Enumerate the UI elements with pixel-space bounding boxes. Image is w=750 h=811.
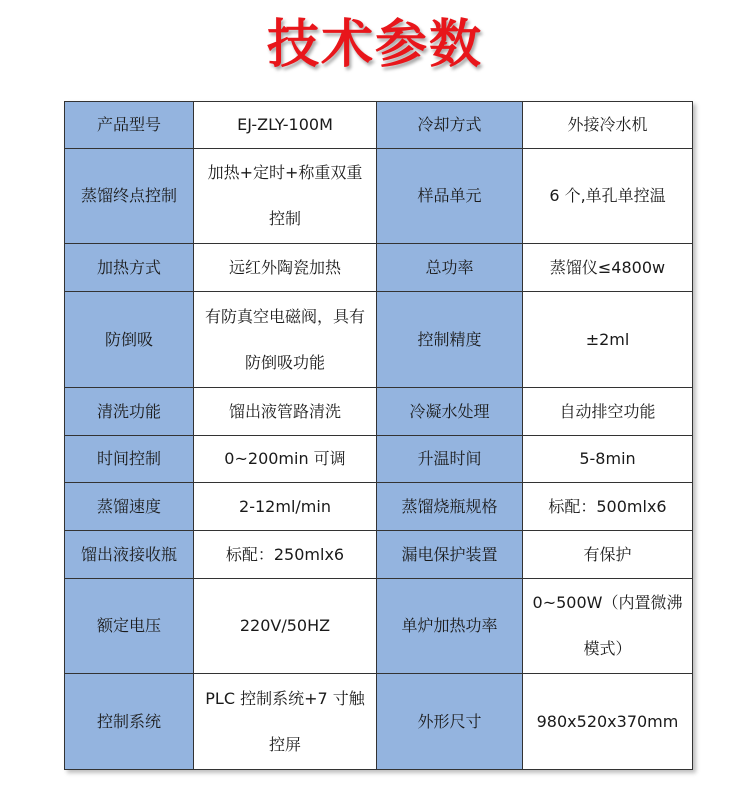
spec-value: 标配：250mlx6 xyxy=(194,531,377,579)
spec-value: 有防真空电磁阀，具有防倒吸功能 xyxy=(194,292,377,388)
spec-value: 蒸馏仪≤4800w xyxy=(523,244,693,292)
spec-value: 远红外陶瓷加热 xyxy=(194,244,377,292)
spec-value: 980x520x370mm xyxy=(523,674,693,770)
spec-value: PLC 控制系统+7 寸触控屏 xyxy=(194,674,377,770)
table-row xyxy=(65,244,693,292)
spec-value: 加热+定时+称重双重控制 xyxy=(194,149,377,244)
spec-value: 2-12ml/min xyxy=(194,483,377,531)
table-row xyxy=(65,483,693,531)
spec-label: 控制系统 xyxy=(65,674,194,770)
table-row xyxy=(65,102,693,149)
spec-label: 控制精度 xyxy=(377,292,523,388)
spec-value: 0~200min 可调 xyxy=(194,436,377,483)
page-title: 技术参数 xyxy=(266,15,483,75)
spec-label: 馏出液接收瓶 xyxy=(65,531,194,579)
spec-value: 标配：500mlx6 xyxy=(523,483,693,531)
table-row xyxy=(65,436,693,483)
spec-value: 馏出液管路清洗 xyxy=(194,388,377,436)
spec-label: 总功率 xyxy=(377,244,523,292)
spec-table xyxy=(64,101,693,770)
table-row xyxy=(65,579,693,674)
spec-label: 漏电保护装置 xyxy=(377,531,523,579)
spec-value: 0~500W（内置微沸模式） xyxy=(523,579,693,674)
spec-value: 外接冷水机 xyxy=(523,102,693,149)
table-row xyxy=(65,149,693,244)
table-row xyxy=(65,531,693,579)
spec-value: 220V/50HZ xyxy=(194,579,377,674)
spec-value: ±2ml xyxy=(523,292,693,388)
spec-value: 有保护 xyxy=(523,531,693,579)
spec-value: EJ-ZLY-100M xyxy=(194,102,377,149)
spec-label: 蒸馏终点控制 xyxy=(65,149,194,244)
spec-label: 冷凝水处理 xyxy=(377,388,523,436)
spec-label: 冷却方式 xyxy=(377,102,523,149)
spec-label: 额定电压 xyxy=(65,579,194,674)
spec-label: 清洗功能 xyxy=(65,388,194,436)
table-row xyxy=(65,292,693,388)
spec-label: 防倒吸 xyxy=(65,292,194,388)
spec-label: 蒸馏烧瓶规格 xyxy=(377,483,523,531)
spec-value: 自动排空功能 xyxy=(523,388,693,436)
spec-label: 时间控制 xyxy=(65,436,194,483)
spec-value: 5-8min xyxy=(523,436,693,483)
spec-label: 单炉加热功率 xyxy=(377,579,523,674)
table-row xyxy=(65,674,693,770)
spec-label: 样品单元 xyxy=(377,149,523,244)
spec-label: 产品型号 xyxy=(65,102,194,149)
spec-value: 6 个,单孔单控温 xyxy=(523,149,693,244)
spec-label: 蒸馏速度 xyxy=(65,483,194,531)
spec-label: 升温时间 xyxy=(377,436,523,483)
table-row xyxy=(65,388,693,436)
spec-label: 外形尺寸 xyxy=(377,674,523,770)
spec-label: 加热方式 xyxy=(65,244,194,292)
